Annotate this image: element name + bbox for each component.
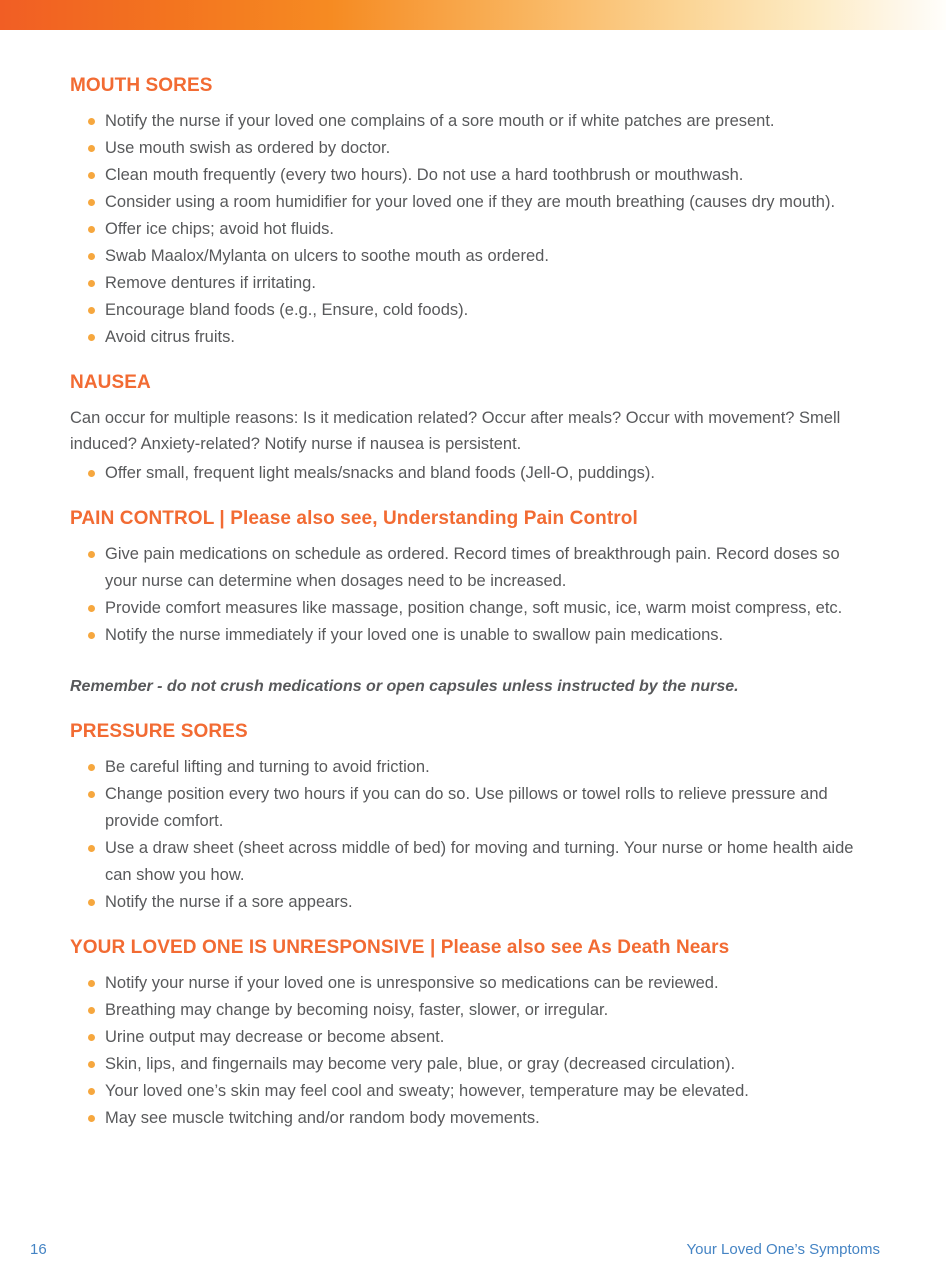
list-item [88,997,863,1024]
bullet-icon [88,845,95,852]
bullet-icon [88,172,95,179]
section-heading: MOUTH SORES [70,75,213,96]
list-item-text: Provide comfort measures like massage, position change, soft music, ice, warm moist compress, etc. [105,599,843,617]
bullet-icon [88,551,95,558]
list-item [88,162,863,189]
bullet-list [70,754,882,916]
page-content [0,30,946,1132]
list-item [88,1024,863,1051]
section-nausea [70,372,882,487]
section-unresponsive [70,937,882,1132]
list-item-text: Skin, lips, and fingernails may become very pale, blue, or gray (decreased circulation). [105,1055,736,1073]
list-item [88,541,863,595]
section-pressure-sores [70,721,882,916]
bullet-icon [88,334,95,341]
list-item-text: Consider using a room humidifier for your loved one if they are mouth breathing (causes dry mouth). [105,193,836,211]
list-item [88,324,863,351]
list-item [88,270,863,297]
list-item-text: May see muscle twitching and/or random body movements. [105,1109,540,1127]
page-number: 16 [30,1241,47,1258]
bullet-icon [88,1007,95,1014]
bullet-icon [88,764,95,771]
list-item [88,889,863,916]
bullet-icon [88,605,95,612]
bullet-icon [88,307,95,314]
list-item [88,135,863,162]
list-item-text: Give pain medications on schedule as ordered. Record times of breakthrough pain. Record doses so your nurse can determine when dosages need to be increased. [105,545,840,590]
list-item-text: Notify the nurse if a sore appears. [105,893,353,911]
list-item [88,189,863,216]
list-item [88,460,863,487]
bullet-list [70,108,882,351]
list-item-text: Change position every two hours if you can do so. Use pillows or towel rolls to relieve pressure and provide comfort. [105,785,828,830]
list-item-text: Use a draw sheet (sheet across middle of bed) for moving and turning. Your nurse or home health aide can show you how. [105,839,854,884]
section-heading: PRESSURE SORES [70,721,248,742]
bullet-icon [88,1115,95,1122]
list-item-text: Clean mouth frequently (every two hours). Do not use a hard toothbrush or mouthwash. [105,166,744,184]
bullet-icon [88,899,95,906]
section-heading: YOUR LOVED ONE IS UNRESPONSIVE | Please also see As Death Nears [70,937,730,958]
section-heading: NAUSEA [70,372,151,393]
reminder-note: Remember - do not crush medications or open capsules unless instructed by the nurse. [70,678,739,695]
page-header-gradient-bar [0,0,946,30]
section-heading: PAIN CONTROL | Please also see, Understanding Pain Control [70,508,638,529]
list-item-text: Encourage bland foods (e.g., Ensure, cold foods). [105,301,469,319]
bullet-icon [88,1088,95,1095]
list-item [88,1051,863,1078]
list-item [88,595,863,622]
bullet-icon [88,226,95,233]
list-item [88,1105,863,1132]
bullet-icon [88,1034,95,1041]
list-item [88,781,863,835]
list-item [88,622,863,649]
bullet-icon [88,145,95,152]
section-intro-text: Can occur for multiple reasons: Is it medication related? Occur after meals? Occur with movement? Smell induced? Anxiety-related? Notify nurse if nausea is persistent. [70,409,841,453]
bullet-icon [88,791,95,798]
bullet-icon [88,280,95,287]
bullet-icon [88,199,95,206]
bullet-list [70,460,882,487]
bullet-list [70,541,882,649]
bullet-list [70,970,882,1132]
list-item-text: Avoid citrus fruits. [105,328,235,346]
list-item [88,216,863,243]
list-item-text: Swab Maalox/Mylanta on ulcers to soothe mouth as ordered. [105,247,549,265]
list-item-text: Offer small, frequent light meals/snacks and bland foods (Jell-O, puddings). [105,464,655,482]
list-item-text: Use mouth swish as ordered by doctor. [105,139,391,157]
list-item-text: Offer ice chips; avoid hot fluids. [105,220,334,238]
list-item [88,108,863,135]
footer-title: Your Loved One’s Symptoms [686,1241,880,1258]
bullet-icon [88,118,95,125]
bullet-icon [88,632,95,639]
list-item [88,243,863,270]
section-mouth-sores [70,75,882,351]
list-item [88,754,863,781]
bullet-icon [88,1061,95,1068]
list-item-text: Notify your nurse if your loved one is unresponsive so medications can be reviewed. [105,974,719,992]
list-item-text: Urine output may decrease or become absent. [105,1028,445,1046]
list-item-text: Be careful lifting and turning to avoid friction. [105,758,430,776]
list-item [88,297,863,324]
list-item [88,970,863,997]
page-footer [0,1241,946,1258]
bullet-icon [88,253,95,260]
section-pain-control [70,508,882,700]
list-item [88,835,863,889]
bullet-icon [88,980,95,987]
list-item [88,1078,863,1105]
list-item-text: Remove dentures if irritating. [105,274,316,292]
list-item-text: Notify the nurse immediately if your loved one is unable to swallow pain medications. [105,626,724,644]
bullet-icon [88,470,95,477]
list-item-text: Notify the nurse if your loved one complains of a sore mouth or if white patches are present. [105,112,775,130]
list-item-text: Your loved one’s skin may feel cool and sweaty; however, temperature may be elevated. [105,1082,749,1100]
list-item-text: Breathing may change by becoming noisy, faster, slower, or irregular. [105,1001,609,1019]
